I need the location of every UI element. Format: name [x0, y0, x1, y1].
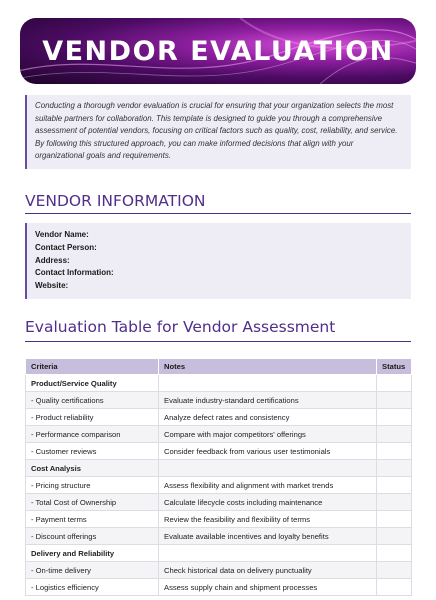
table-header-row	[26, 359, 412, 375]
table-row	[26, 511, 412, 528]
notes-cell	[159, 460, 377, 477]
table-row	[26, 477, 412, 494]
table-row	[26, 392, 412, 409]
table-row	[26, 409, 412, 426]
notes-cell	[159, 375, 377, 392]
contact-person-field: Contact Person:	[35, 242, 97, 252]
criteria-cell: - Quality certifications	[26, 392, 159, 409]
criteria-cell: Delivery and Reliability	[26, 545, 159, 562]
notes-column-header: Notes	[159, 359, 377, 375]
notes-cell: Review the feasibility and flexibility of terms	[159, 511, 377, 528]
address-field: Address:	[35, 255, 70, 265]
table-row	[26, 375, 412, 392]
notes-cell: Assess flexibility and alignment with market trends	[159, 477, 377, 494]
criteria-cell: - Performance comparison	[26, 426, 159, 443]
status-cell[interactable]	[377, 579, 412, 596]
evaluation-table	[25, 358, 412, 596]
criteria-cell: - On-time delivery	[26, 562, 159, 579]
criteria-cell: Cost Analysis	[26, 460, 159, 477]
status-cell[interactable]	[377, 409, 412, 426]
criteria-cell: - Discount offerings	[26, 528, 159, 545]
status-cell[interactable]	[377, 375, 412, 392]
status-cell[interactable]	[377, 545, 412, 562]
status-cell[interactable]	[377, 562, 412, 579]
notes-cell: Consider feedback from various user testimonials	[159, 443, 377, 460]
notes-cell: Assess supply chain and shipment processes	[159, 579, 377, 596]
criteria-cell: - Product reliability	[26, 409, 159, 426]
criteria-cell: - Pricing structure	[26, 477, 159, 494]
status-cell[interactable]	[377, 528, 412, 545]
table-row	[26, 443, 412, 460]
vendor-name-field: Vendor Name:	[35, 230, 89, 239]
intro-paragraph: Conducting a thorough vendor evaluation is crucial for ensuring that your organization selects the most suitable partners for collaboration. This template is designed to guide you through a comprehensive assessment of potential vendors, focusing on critical factors such as quality, cost, reliability, and service. By following this structured approach, you can make informed decisions that align with your organizational goals and requirements.	[25, 95, 411, 169]
notes-cell: Evaluate available incentives and loyalty benefits	[159, 528, 377, 545]
vendor-info-box	[25, 223, 411, 299]
criteria-column-header: Criteria	[26, 359, 159, 375]
criteria-cell: - Payment terms	[26, 511, 159, 528]
website-field: Website:	[35, 281, 69, 291]
title-banner	[20, 18, 416, 84]
criteria-cell: - Customer reviews	[26, 443, 159, 460]
status-cell[interactable]	[377, 511, 412, 528]
criteria-cell: - Total Cost of Ownership	[26, 494, 159, 511]
status-column-header: Status	[377, 359, 412, 375]
status-cell[interactable]	[377, 426, 412, 443]
status-cell[interactable]	[377, 392, 412, 409]
status-cell[interactable]	[377, 494, 412, 511]
page-title: VENDOR EVALUATION	[42, 35, 394, 67]
vendor-info-divider	[25, 213, 411, 214]
status-cell[interactable]	[377, 443, 412, 460]
table-row	[26, 528, 412, 545]
table-row	[26, 562, 412, 579]
criteria-cell: - Logistics efficiency	[26, 579, 159, 596]
evaluation-heading: Evaluation Table for Vendor Assessment	[25, 318, 336, 336]
contact-information-field: Contact Information:	[35, 268, 114, 278]
table-row	[26, 545, 412, 562]
notes-cell: Compare with major competitors' offerings	[159, 426, 377, 443]
notes-cell	[159, 545, 377, 562]
status-cell[interactable]	[377, 460, 412, 477]
table-row	[26, 494, 412, 511]
notes-cell: Calculate lifecycle costs including maintenance	[159, 494, 377, 511]
criteria-cell: Product/Service Quality	[26, 375, 159, 392]
vendor-info-heading: VENDOR INFORMATION	[25, 192, 206, 210]
table-row	[26, 579, 412, 596]
notes-cell: Analyze defect rates and consistency	[159, 409, 377, 426]
table-row	[26, 426, 412, 443]
notes-cell: Evaluate industry-standard certifications	[159, 392, 377, 409]
table-row	[26, 460, 412, 477]
notes-cell: Check historical data on delivery punctuality	[159, 562, 377, 579]
evaluation-divider	[25, 341, 411, 342]
status-cell[interactable]	[377, 477, 412, 494]
